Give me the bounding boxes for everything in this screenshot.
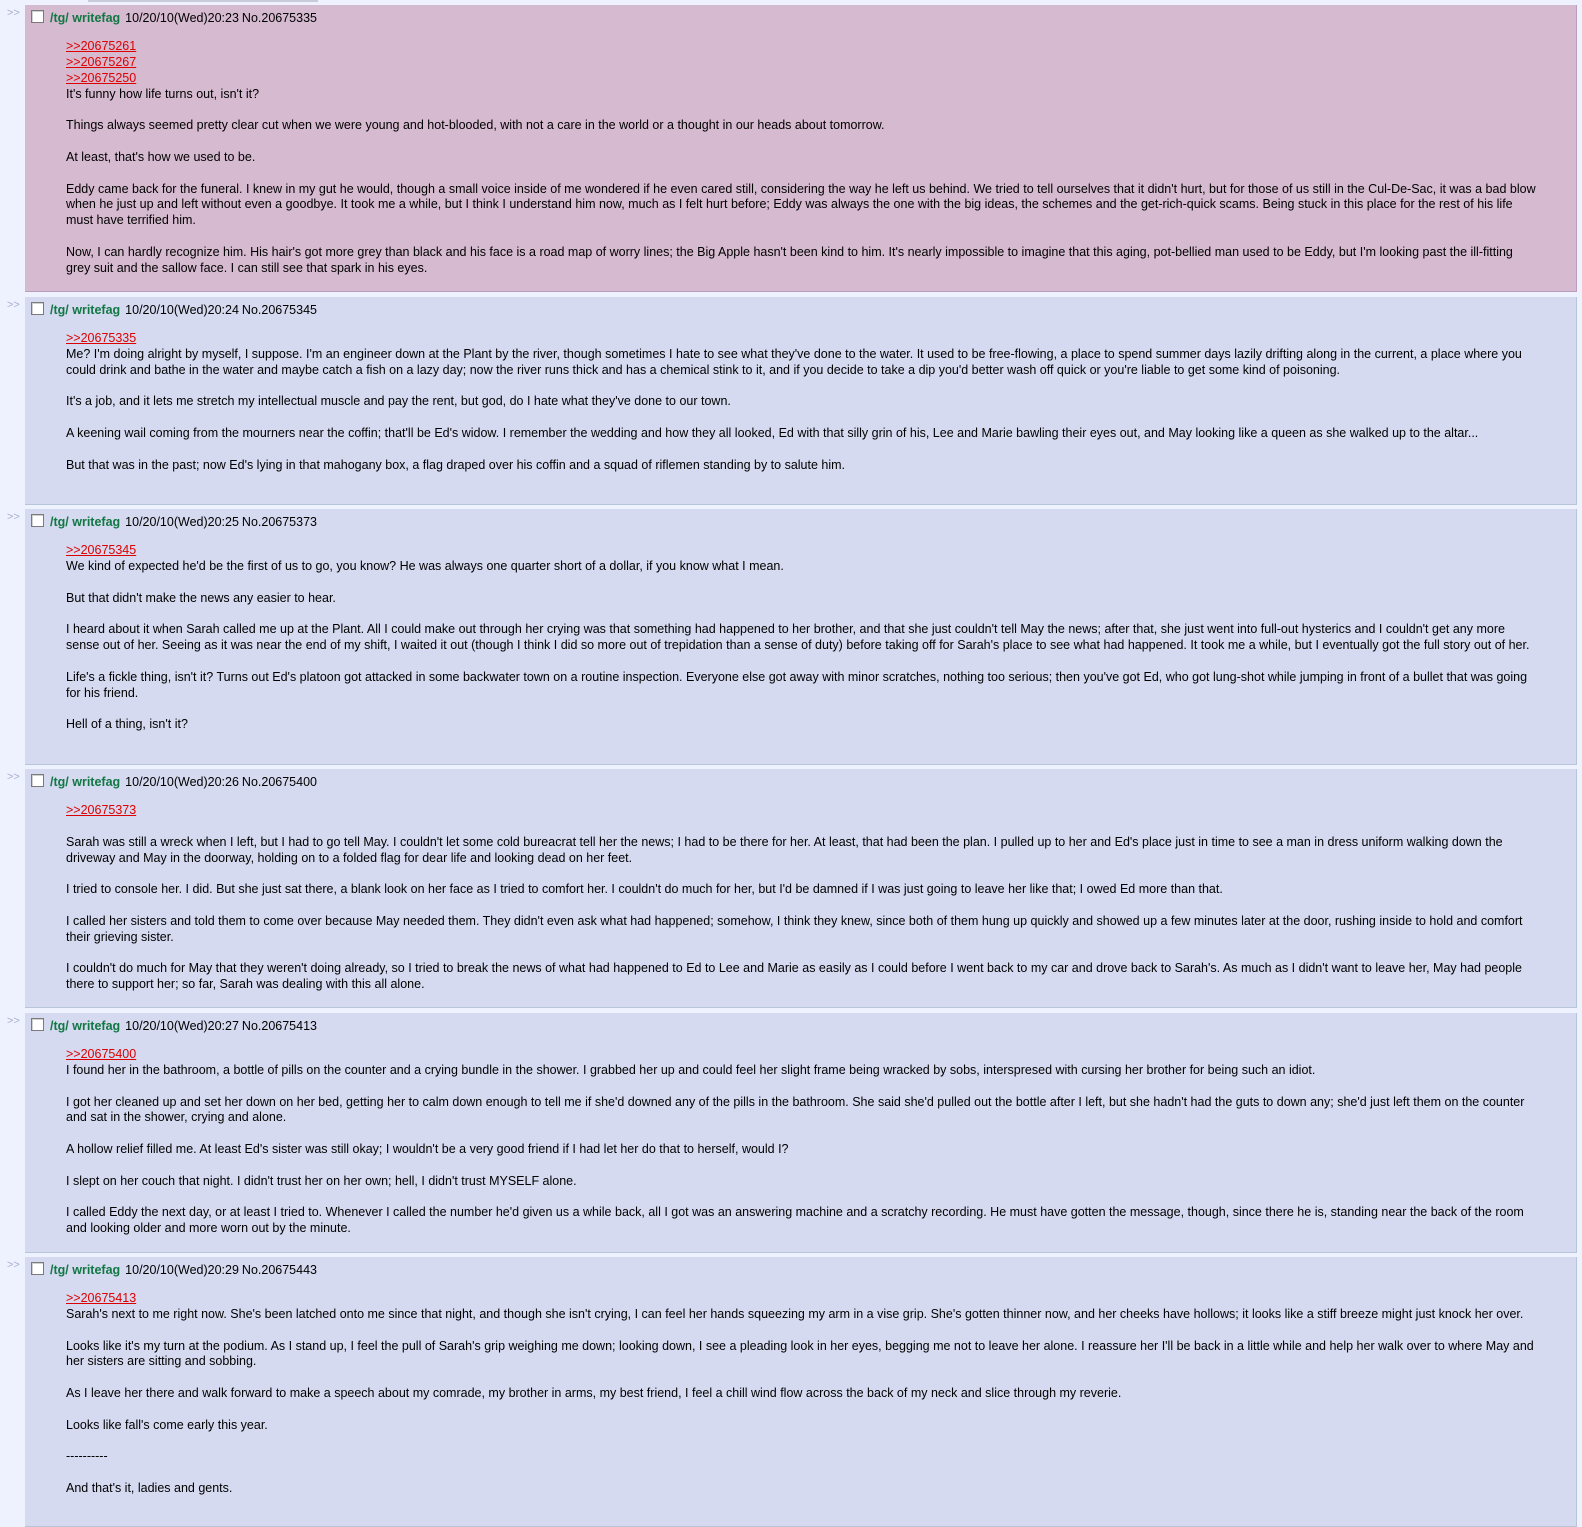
post-paragraph: Me? I'm doing alright by myself, I suppose. I'm an engineer down at the Plant by the river, though sometimes I hate to see what they've done to the water. It used to be free-flowing, a place to spend summer days lazily drifting along in the current, a place where you could drink and bathe in the water and maybe catch a fish on a lazy day; now the river runs thick and has a chemical stink to it, and if you decide to take a dip you'd better wash off quick or you're liable to get some kind of poisoning. <box>66 346 1522 377</box>
post-paragraph: Life's a fickle thing, isn't it? Turns out Ed's platoon got attacked in some backwater town on a routine inspection. Everyone else got away with minor scratches, nothing too serious; then you've got Ed, who got lung-shot while jumping in front of a bullet that was going for his friend. <box>66 669 1528 700</box>
quote-link[interactable]: >>20675345 <box>66 543 137 557</box>
post-paragraph: As I leave her there and walk forward to make a speech about my comrade, my brother in arms, my best friend, I feel a chill wind flow across the back of my neck and slice through my reverie. <box>66 1386 1122 1401</box>
reply-post <box>25 769 1577 1008</box>
reply-post <box>25 297 1577 505</box>
post-paragraph: Things always seemed pretty clear cut when we were young and hot-blooded, with not a care in the world or a thought in our heads about tomorrow. <box>66 118 885 133</box>
post-body <box>66 331 1536 474</box>
reply-post <box>25 509 1577 765</box>
post-date: 10/20/10(Wed)20:29 <box>125 1263 239 1277</box>
post-paragraph <box>66 410 1536 426</box>
post-paragraph: A hollow relief filled me. At least Ed's sister was still okay; I wouldn't be a very good friend if I had let her do that to herself, would I? <box>66 1142 789 1157</box>
post-paragraph: Looks like fall's come early this year. <box>66 1417 268 1432</box>
post-paragraph <box>66 166 1536 182</box>
post-paragraph: And that's it, ladies and gents. <box>66 1481 233 1496</box>
post-paragraph: Sarah's next to me right now. She's been latched onto me since that night, and though she isn't crying, I can feel her hands squeezing my arm in a vise grip. She's gotten thinner now, and her cheeks have hollows; it looks like a stiff breeze might just knock her over. <box>66 1306 1524 1321</box>
post-paragraph: Now, I can hardly recognize him. His hair's got more grey than black and his face is a road map of worry lines; the Big Apple hasn't been kind to him. It's nearly impossible to imagine that this aging, pot-bellied man used to be Eddy, but I'm looking past the ill-fitting grey suit and the sallow face. I can still see that spark in his eyes. <box>66 244 1513 275</box>
post-container <box>0 5 1582 292</box>
post-paragraph <box>66 946 1536 962</box>
post-paragraph <box>66 654 1536 670</box>
post-select-checkbox[interactable] <box>31 774 44 787</box>
poster-name <box>50 303 120 317</box>
post-select-checkbox[interactable] <box>31 1018 44 1031</box>
post-select-checkbox[interactable] <box>31 302 44 315</box>
poster-name <box>50 11 120 25</box>
quote-link[interactable]: >>20675373 <box>66 803 137 817</box>
post-header <box>31 514 317 530</box>
post-author: writefag <box>72 1019 121 1033</box>
reply-post <box>25 1257 1577 1527</box>
post-number[interactable]: No.20675345 <box>241 303 317 317</box>
post-paragraph <box>66 1465 1536 1481</box>
post-header <box>31 10 317 26</box>
quote-link[interactable]: >>20675250 <box>66 70 137 85</box>
post-paragraph: But that was in the past; now Ed's lying in that mahogany box, a flag draped over his coffin and a squad of riflemen standing by to salute him. <box>66 457 846 472</box>
post-date: 10/20/10(Wed)20:25 <box>125 515 239 529</box>
post-paragraph: Sarah was still a wreck when I left, but I had to go tell May. I couldn't let some cold bureacrat tell her the news; I had to be there for her. At least, that had been the plan. I pulled up to her and Ed's place just in time to see a man in dress uniform walking down the driveway and May in the doorway, holding on to a folded flag for dear life and looking dead on her feet. <box>66 834 1503 865</box>
post-paragraph <box>66 1158 1536 1174</box>
post-paragraph <box>66 898 1536 914</box>
post-paragraph <box>66 1370 1536 1386</box>
post-body <box>66 803 1536 993</box>
post-paragraph: I tried to console her. I did. But she just sat there, a blank look on her face as I tried to comfort her. I couldn't do much for her, but I'd be damned if I was just going to leave her like that; I owed Ed more than that. <box>66 882 1223 897</box>
reply-post <box>25 1013 1577 1253</box>
reply-arrows: >> <box>7 771 20 783</box>
post-select-checkbox[interactable] <box>31 1262 44 1275</box>
post-body <box>66 543 1536 733</box>
post-paragraph: ---------- <box>66 1449 108 1464</box>
post-paragraph: A keening wail coming from the mourners near the coffin; that'll be Ed's widow. I remember the wedding and how they all looked, Ed with that silly grin of his, Lee and Marie bawling their eyes out, and May looking like a queen as she walked up to the altar... <box>66 426 1479 441</box>
poster-name <box>50 1019 120 1033</box>
post-container <box>0 297 1582 505</box>
post-paragraph <box>66 102 1536 118</box>
post-date: 10/20/10(Wed)20:26 <box>125 775 239 789</box>
reply-arrows: >> <box>7 1259 20 1271</box>
post-paragraph <box>66 701 1536 717</box>
post-paragraph: It's a job, and it lets me stretch my intellectual muscle and pay the rent, but god, do I hate what they've done to our town. <box>66 394 731 409</box>
poster-name <box>50 1263 120 1277</box>
post-paragraph: At least, that's how we used to be. <box>66 149 256 164</box>
post-author: writefag <box>72 1263 121 1277</box>
post-container <box>0 1013 1582 1253</box>
reply-arrows: >> <box>7 7 20 19</box>
post-number[interactable]: No.20675443 <box>241 1263 317 1277</box>
reply-post <box>25 5 1577 292</box>
post-subject: /tg/ <box>50 515 69 529</box>
poster-name <box>50 775 120 789</box>
post-subject: /tg/ <box>50 1263 69 1277</box>
post-paragraph <box>66 1434 1536 1450</box>
post-paragraph: Hell of a thing, isn't it? <box>66 717 188 732</box>
quote-link[interactable]: >>20675267 <box>66 54 137 69</box>
poster-name <box>50 515 120 529</box>
post-paragraph: I called her sisters and told them to come over because May needed them. They didn't even ask what had happened; somehow, I think they knew, since both of them hung up quickly and showed up a few minutes later at the door, rushing inside to hold and comfort their grieving sister. <box>66 913 1523 944</box>
post-date: 10/20/10(Wed)20:27 <box>125 1019 239 1033</box>
post-body <box>66 1047 1536 1237</box>
quote-link[interactable]: >>20675400 <box>66 1047 137 1061</box>
post-author: writefag <box>72 775 121 789</box>
post-number[interactable]: No.20675413 <box>241 1019 317 1033</box>
post-paragraph: Looks like it's my turn at the podium. As I stand up, I feel the pull of Sarah's grip weighing me down; looking down, I see a pleading look in her eyes, begging me not to leave her alone. I reassure her I'll be back in a little while and help her walk over to where May and her sisters are sitting and sobbing. <box>66 1338 1534 1369</box>
post-paragraph <box>66 1190 1536 1206</box>
post-header <box>31 774 317 790</box>
post-select-checkbox[interactable] <box>31 10 44 23</box>
post-paragraph: It's funny how life turns out, isn't it? <box>66 86 260 101</box>
post-header <box>31 302 317 318</box>
post-paragraph: We kind of expected he'd be the first of us to go, you know? He was always one quarter short of a dollar, if you know what I mean. <box>66 558 784 573</box>
post-paragraph <box>66 1323 1536 1339</box>
reply-arrows: >> <box>7 299 20 311</box>
reply-arrows: >> <box>7 511 20 523</box>
post-author: writefag <box>72 11 121 25</box>
reply-arrows: >> <box>7 1015 20 1027</box>
post-subject: /tg/ <box>50 1019 69 1033</box>
post-body <box>66 1291 1536 1497</box>
post-paragraph <box>66 134 1536 150</box>
post-author: writefag <box>72 515 121 529</box>
post-paragraph <box>66 866 1536 882</box>
post-paragraph <box>66 606 1536 622</box>
quote-link[interactable]: >>20675335 <box>66 331 137 345</box>
post-paragraph <box>66 229 1536 245</box>
post-paragraph <box>66 819 1536 835</box>
post-paragraph <box>66 1079 1536 1095</box>
post-paragraph <box>66 575 1536 591</box>
post-paragraph: I heard about it when Sarah called me up at the Plant. All I could make out through her crying was that something had happened to her brother, and that she just couldn't tell May the news; after that, she just went into full-out hysterics and I couldn't get any more sense out of her. Seeing as it was near the end of my shift, I waited it out (though I think I did so more out of trepidation than a sense of duty) before taking off for Sarah's place to see what had happened. It took me a while, but I eventually got the full story out of her. <box>66 622 1530 653</box>
post-container <box>0 769 1582 1008</box>
post-container <box>0 509 1582 765</box>
post-subject: /tg/ <box>50 775 69 789</box>
quote-link[interactable]: >>20675413 <box>66 1291 137 1305</box>
post-container <box>0 1257 1582 1527</box>
post-paragraph: I slept on her couch that night. I didn't trust her on her own; hell, I didn't trust MYSELF alone. <box>66 1173 577 1188</box>
post-subject: /tg/ <box>50 11 69 25</box>
post-header <box>31 1018 317 1034</box>
post-subject: /tg/ <box>50 303 69 317</box>
post-header <box>31 1262 317 1278</box>
post-paragraph <box>66 442 1536 458</box>
post-number[interactable]: No.20675335 <box>241 11 317 25</box>
post-paragraph <box>66 1402 1536 1418</box>
post-date: 10/20/10(Wed)20:24 <box>125 303 239 317</box>
post-paragraph: I called Eddy the next day, or at least I tried to. Whenever I called the number he'd given us a while back, all I got was an answering machine and a scratchy recording. He must have gotten the message, though, since there he is, standing near the back of the room and looking older and more worn out by the minute. <box>66 1205 1524 1236</box>
post-author: writefag <box>72 303 121 317</box>
post-paragraph <box>66 1126 1536 1142</box>
post-paragraph <box>66 379 1536 395</box>
post-paragraph: I couldn't do much for May that they weren't doing already, so I tried to break the news of what had happened to Ed to Lee and Marie as easily as I could before I went back to my car and drove back to Sarah's. As much as I didn't want to leave her, May had people there to support her; so far, Sarah was dealing with this all alone. <box>66 961 1522 992</box>
post-number[interactable]: No.20675400 <box>241 775 317 789</box>
top-divider <box>88 0 318 2</box>
post-paragraph: I got her cleaned up and set her down on her bed, getting her to calm down enough to tell me if she'd downed any of the pills in the bathroom. She said she'd pulled out the bottle after I left, but she hadn't had the guts to down any; she'd just left them on the counter and sat in the shower, crying and alone. <box>66 1094 1525 1125</box>
quote-link[interactable]: >>20675261 <box>66 39 137 53</box>
post-paragraph: But that didn't make the news any easier to hear. <box>66 590 336 605</box>
post-select-checkbox[interactable] <box>31 514 44 527</box>
post-paragraph: Eddy came back for the funeral. I knew in my gut he would, though a small voice inside of me wondered if he even cared still, considering the way he left us behind. We tried to tell ourselves that it didn't hurt, but for those of us still in the Cul-De-Sac, it was a bad blow when he just up and left without even a goodbye. It took me a while, but I think I understand him now, much as I felt hurt before; Eddy was always the one with the big ideas, the schemes and the get-rich-quick scams. Being stuck in this place for the rest of his life must have terrified him. <box>66 181 1536 228</box>
post-paragraph: I found her in the bathroom, a bottle of pills on the counter and a crying bundle in the shower. I grabbed her up and could feel her slight frame being wracked by sobs, interspresed with cursing her brother for being such an idiot. <box>66 1062 1316 1077</box>
post-date: 10/20/10(Wed)20:23 <box>125 11 239 25</box>
post-number[interactable]: No.20675373 <box>241 515 317 529</box>
post-body <box>66 39 1536 277</box>
